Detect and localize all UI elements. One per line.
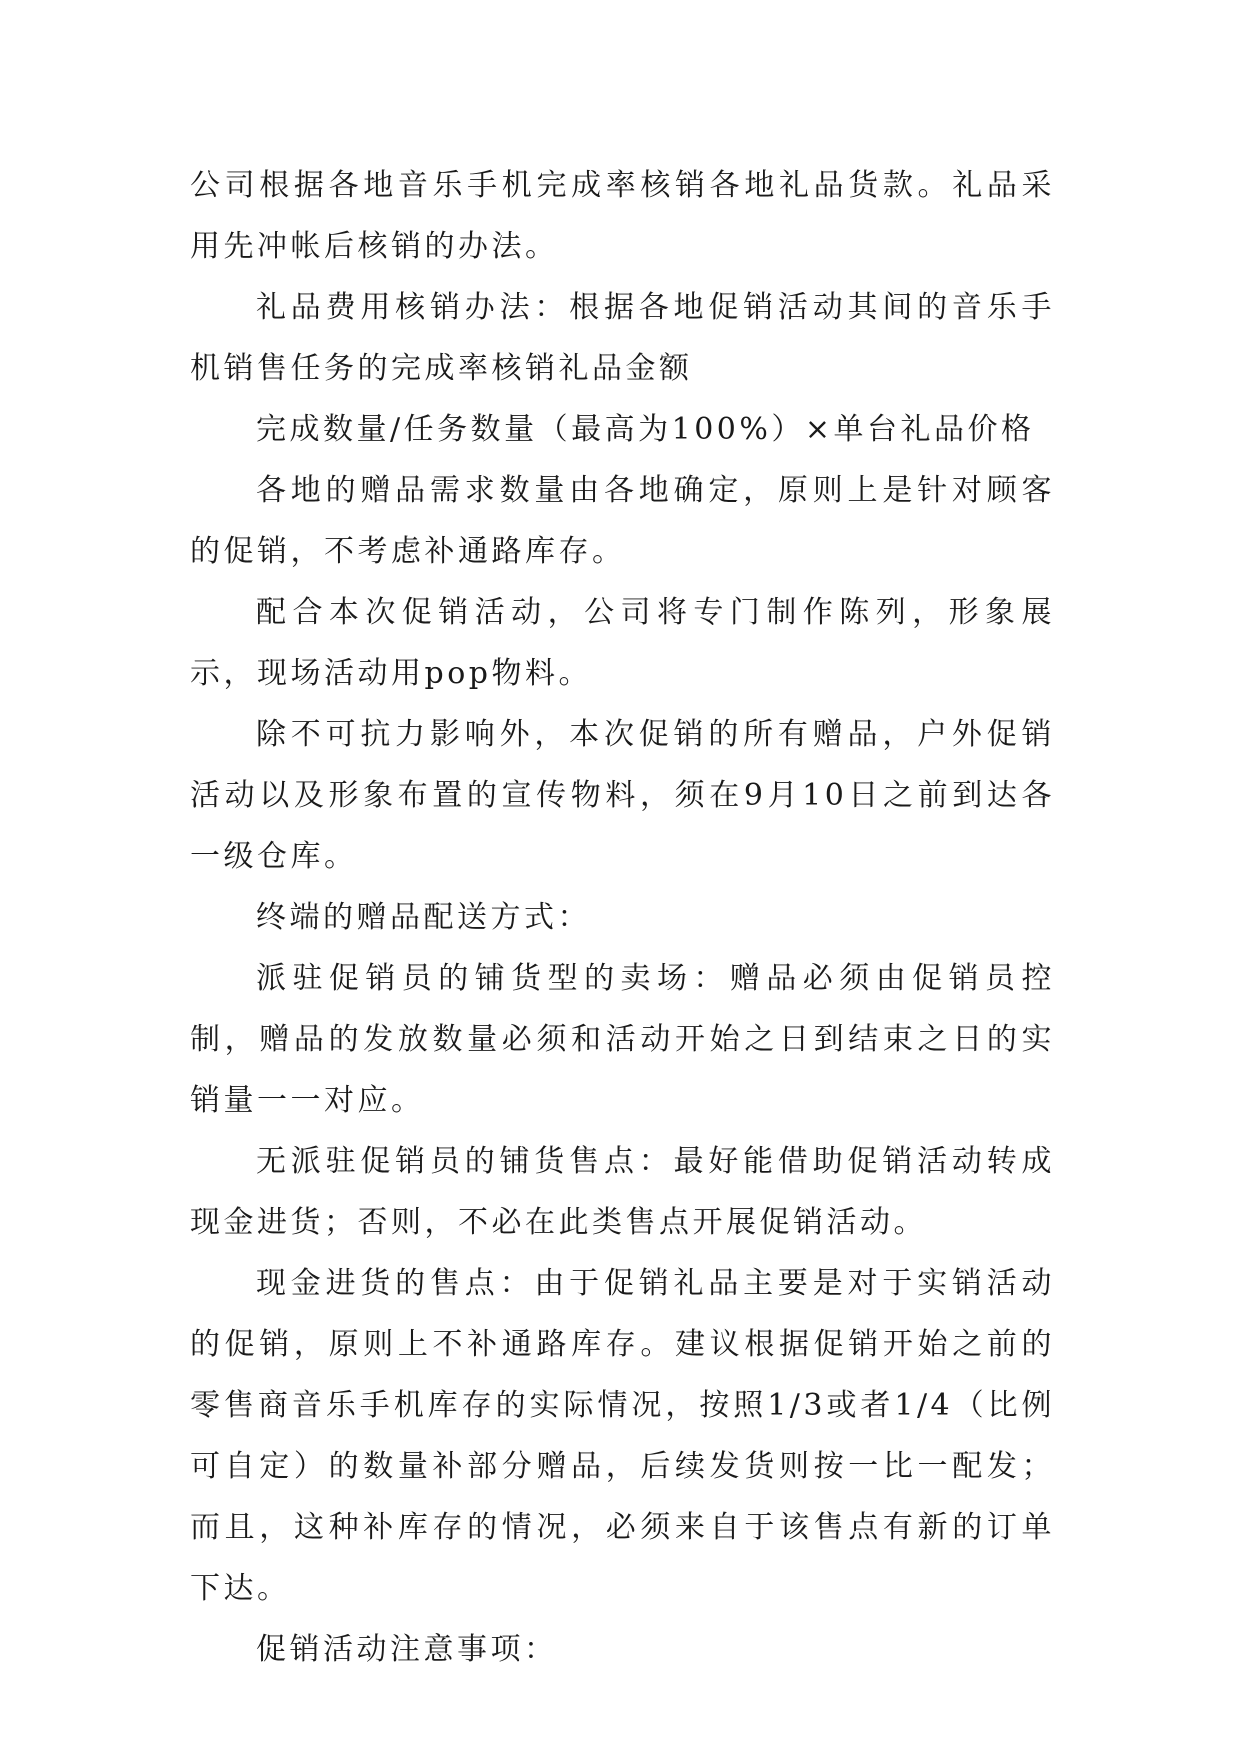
paragraph: 派驻促销员的铺货型的卖场：赠品必须由促销员控制，赠品的发放数量必须和活动开始之日到结束之日的实销量一一对应。 (190, 961, 1055, 1118)
paragraph: 礼品费用核销办法：根据各地促销活动其间的音乐手机销售任务的完成率核销礼品金额 (190, 290, 1055, 386)
paragraph: 各地的赠品需求数量由各地确定，原则上是针对顾客的促销，不考虑补通路库存。 (190, 473, 1055, 569)
paragraph: 公司根据各地音乐手机完成率核销各地礼品货款。礼品采用先冲帐后核销的办法。 (190, 168, 1055, 264)
paragraph: 促销活动注意事项： (256, 1632, 558, 1667)
document-body (190, 155, 1055, 1680)
paragraph: 现金进货的售点：由于促销礼品主要是对于实销活动的促销，原则上不补通路库存。建议根据促销开始之前的零售商音乐手机库存的实际情况，按照1/3或者1/4（比例可自定）的数量补部分赠品，后续发货则按一比一配发；而且，这种补库存的情况，必须来自于该售点有新的订单下达。 (190, 1266, 1055, 1606)
paragraph: 配合本次促销活动，公司将专门制作陈列，形象展示，现场活动用pop物料。 (190, 595, 1055, 691)
paragraph: 完成数量/任务数量（最高为100%）×单台礼品价格 (256, 412, 1035, 447)
paragraph: 终端的赠品配送方式： (256, 900, 591, 935)
paragraph: 除不可抗力影响外，本次促销的所有赠品，户外促销活动以及形象布置的宣传物料，须在9月10日之前到达各一级仓库。 (190, 717, 1055, 874)
paragraph: 无派驻促销员的铺货售点：最好能借助促销活动转成现金进货；否则，不必在此类售点开展促销活动。 (190, 1144, 1055, 1240)
